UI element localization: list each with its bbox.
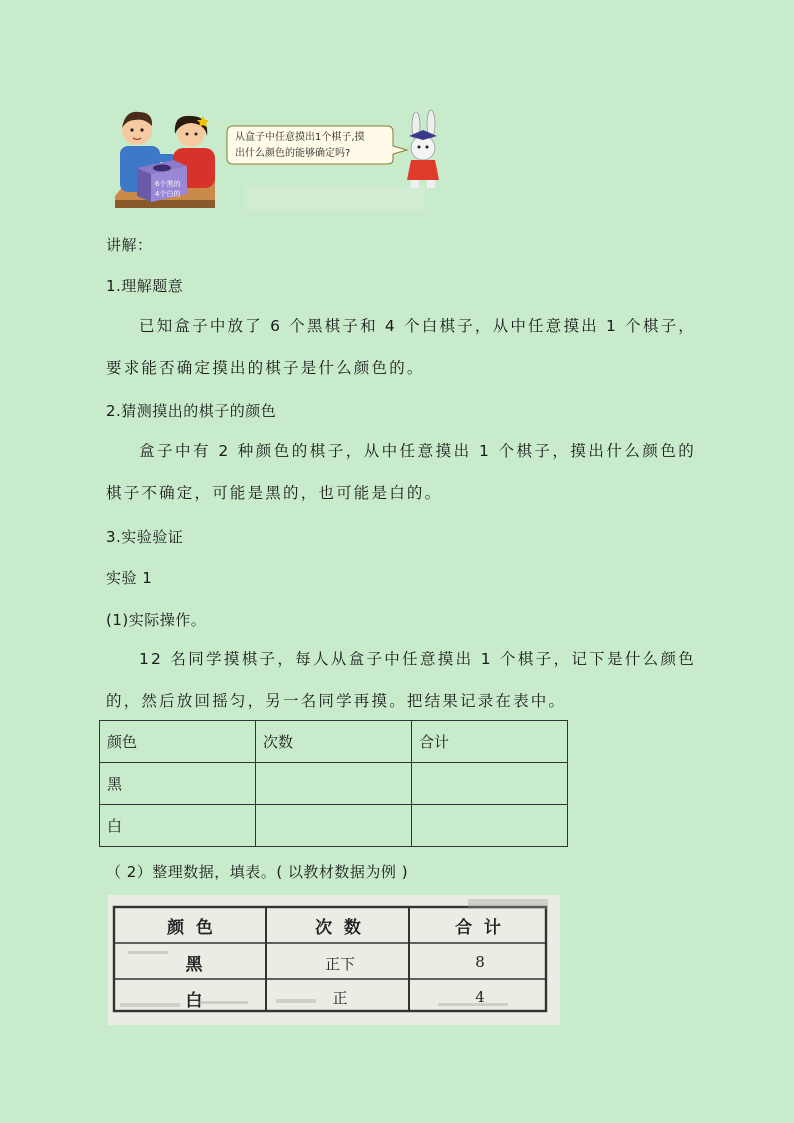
scan-total-white: 4 bbox=[475, 988, 485, 1006]
scan-header-count: 次 数 bbox=[315, 918, 361, 938]
scanned-tally-table bbox=[108, 895, 560, 1025]
box-label-black: 6个黑的 bbox=[155, 180, 181, 188]
rabbit-teacher-figure bbox=[407, 110, 439, 188]
table-header-row bbox=[100, 721, 568, 763]
table-cell: 白 bbox=[100, 805, 256, 847]
substep1-label: (1)实际操作。 bbox=[106, 611, 207, 629]
scan-total-black: 8 bbox=[475, 953, 485, 971]
step1-heading: 1.理解题意 bbox=[106, 277, 184, 295]
table-cell bbox=[412, 805, 568, 847]
table-cell bbox=[412, 763, 568, 805]
table-row bbox=[100, 805, 568, 847]
table-cell bbox=[256, 805, 412, 847]
box-label-white: 4个白的 bbox=[155, 190, 181, 198]
scan-header-color: 颜 色 bbox=[167, 918, 213, 938]
table-header-cell: 颜色 bbox=[100, 721, 256, 763]
substep2-label: （ 2）整理数据，填表。( 以教材数据为例 ) bbox=[106, 863, 409, 881]
step2-paragraph: 盒子中有 2 种颜色的棋子，从中任意摸出 1 个棋子，摸出什么颜色的棋子不确定，可能是黑的，也可能是白的。 bbox=[106, 442, 696, 502]
table-header-cell: 次数 bbox=[256, 721, 412, 763]
table-header-cell: 合计 bbox=[412, 721, 568, 763]
section-title: 讲解： bbox=[106, 236, 153, 254]
table-row bbox=[100, 763, 568, 805]
speech-bubble bbox=[227, 126, 407, 164]
experiment-label: 实验 1 bbox=[106, 569, 153, 587]
step3-paragraph: 12 名同学摸棋子，每人从盒子中任意摸出 1 个棋子，记下是什么颜色的，然后放回摇匀，另一名同学再摸。把结果记录在表中。 bbox=[106, 650, 696, 710]
step1-paragraph: 已知盒子中放了 6 个黑棋子和 4 个白棋子，从中任意摸出 1 个棋子，要求能否确定摸出的棋子是什么颜色的。 bbox=[106, 317, 696, 377]
scan-header-total: 合 计 bbox=[455, 918, 501, 938]
speech-line-1: 从盒子中任意摸出1个棋子,摸 bbox=[235, 132, 365, 143]
table-cell bbox=[256, 763, 412, 805]
speech-line-2: 出什么颜色的能够确定吗? bbox=[235, 148, 351, 159]
scan-cell-white: 白 bbox=[185, 991, 203, 1011]
scan-tally-white: 正 bbox=[332, 989, 348, 1007]
step3-heading: 3.实验验证 bbox=[106, 528, 184, 546]
step2-heading: 2.猜测摸出的棋子的颜色 bbox=[106, 402, 277, 420]
illustration bbox=[115, 108, 447, 214]
record-table bbox=[99, 720, 568, 847]
table-cell: 黑 bbox=[100, 763, 256, 805]
scan-cell-black: 黑 bbox=[185, 955, 203, 975]
scan-tally-black: 正下 bbox=[324, 955, 356, 973]
